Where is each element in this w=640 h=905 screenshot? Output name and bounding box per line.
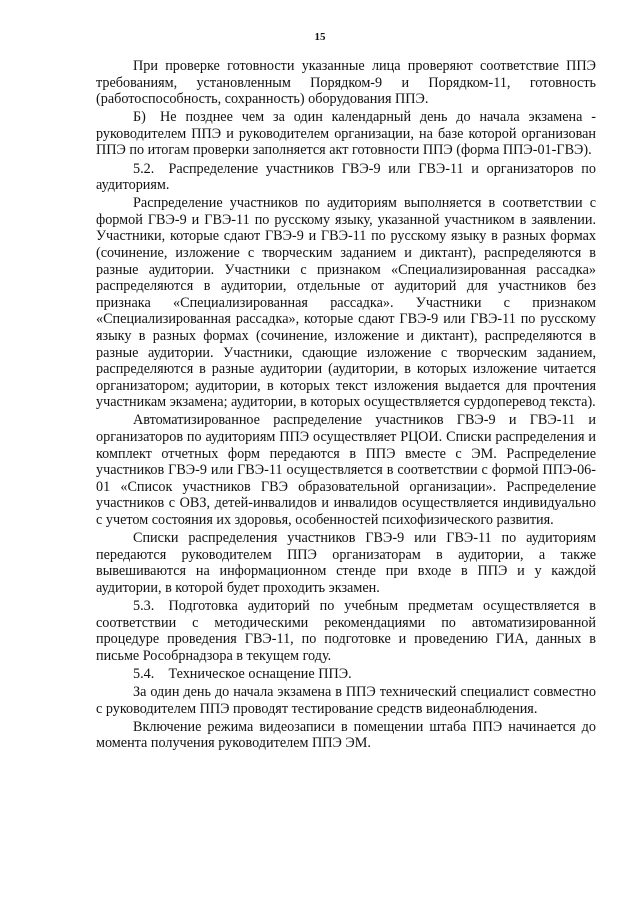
paragraph-video-recording: Включение режима видеозаписи в помещении штаба ППЭ начинается до момента получения руководителем ППЭ ЭМ. (96, 718, 596, 752)
paragraph-automated-distribution: Автоматизированное распределение участников ГВЭ-9 и ГВЭ-11 и организаторов по аудиториям ППЭ осуществляет РЦОИ. Списки распределения и комплект отчетных форм передаются в ППЭ вместе с ЭМ. Распределение участников ГВЭ-9 или ГВЭ-11 осуществляется в соответствии с формой ППЭ-06-01 «Список участников ГВЭ образовательной организации». Распределение участников с ОВЗ, детей-инвалидов и инвалидов осуществляется индивидуально с учетом состояния их здоровья, особенностей психофизического развития. (96, 412, 596, 529)
document-body (96, 58, 596, 753)
paragraph-readiness-check: При проверке готовности указанные лица проверяют соответствие ППЭ требованиям, установленным Порядком-9 и Порядком-11, готовность (работоспособность, сохранность) оборудования ППЭ. (96, 58, 596, 108)
section-5-3-heading: 5.3. Подготовка аудиторий по учебным предметам осуществляется в соответствии с методическими рекомендациями по автоматизированной процедуре проведения ГВЭ-11, по подготовке и проведению ГИА, данных в письме Рособрнадзора в текущем году. (96, 598, 596, 664)
page-number: 15 (314, 31, 326, 43)
paragraph-distribution-rules: Распределение участников по аудиториям выполняется в соответствии с формой ГВЭ-9 и ГВЭ-11 по русскому языку, указанной участником в заявлении. Участники, которые сдают ГВЭ-9 и ГВЭ-11 по русскому языку в разных формах (сочинение, изложение с творческим заданием и диктант), распределяются в разные аудитории. Участники с признаком «Специализированная рассадка» распределяются в аудитории, отдельные от аудиторий для участников без признака «Специализированная рассадка». Участники с признаком «Специализированная рассадка», которые сдают ГВЭ-9 или ГВЭ-11 по русскому языку в разных формах (сочинение, изложение и диктант), распределяются в разные аудитории. Участники, сдающие изложение с творческим заданием, распределяются в разные аудитории (аудитории, в которых изложение читается организатором; аудитории, в которых текст изложения выдается для прочтения участникам экзамена; аудитории, в которых осуществляется сурдоперевод текста). (96, 195, 596, 411)
section-5-2-heading: 5.2. Распределение участников ГВЭ-9 или ГВЭ-11 и организаторов по аудиториям. (96, 160, 596, 194)
paragraph-video-testing: За один день до начала экзамена в ППЭ технический специалист совместно с руководителем ППЭ проводят тестирование средств видеонаблюдения. (96, 683, 596, 717)
section-5-4-heading: 5.4. Техническое оснащение ППЭ. (133, 665, 352, 682)
paragraph-distribution-lists: Списки распределения участников ГВЭ-9 или ГВЭ-11 по аудиториям передаются руководителем ППЭ организаторам в аудитории, а также вывешиваются на информационном стенде при входе в ППЭ и у каждой аудитории, в которой будет проходить экзамен. (96, 530, 596, 596)
paragraph-item-b: Б) Не позднее чем за один календарный день до начала экзамена - руководителем ППЭ и руководителем организации, на базе которой организован ППЭ по итогам проверки заполняется акт готовности ППЭ (форма ППЭ-01-ГВЭ). (96, 109, 596, 159)
